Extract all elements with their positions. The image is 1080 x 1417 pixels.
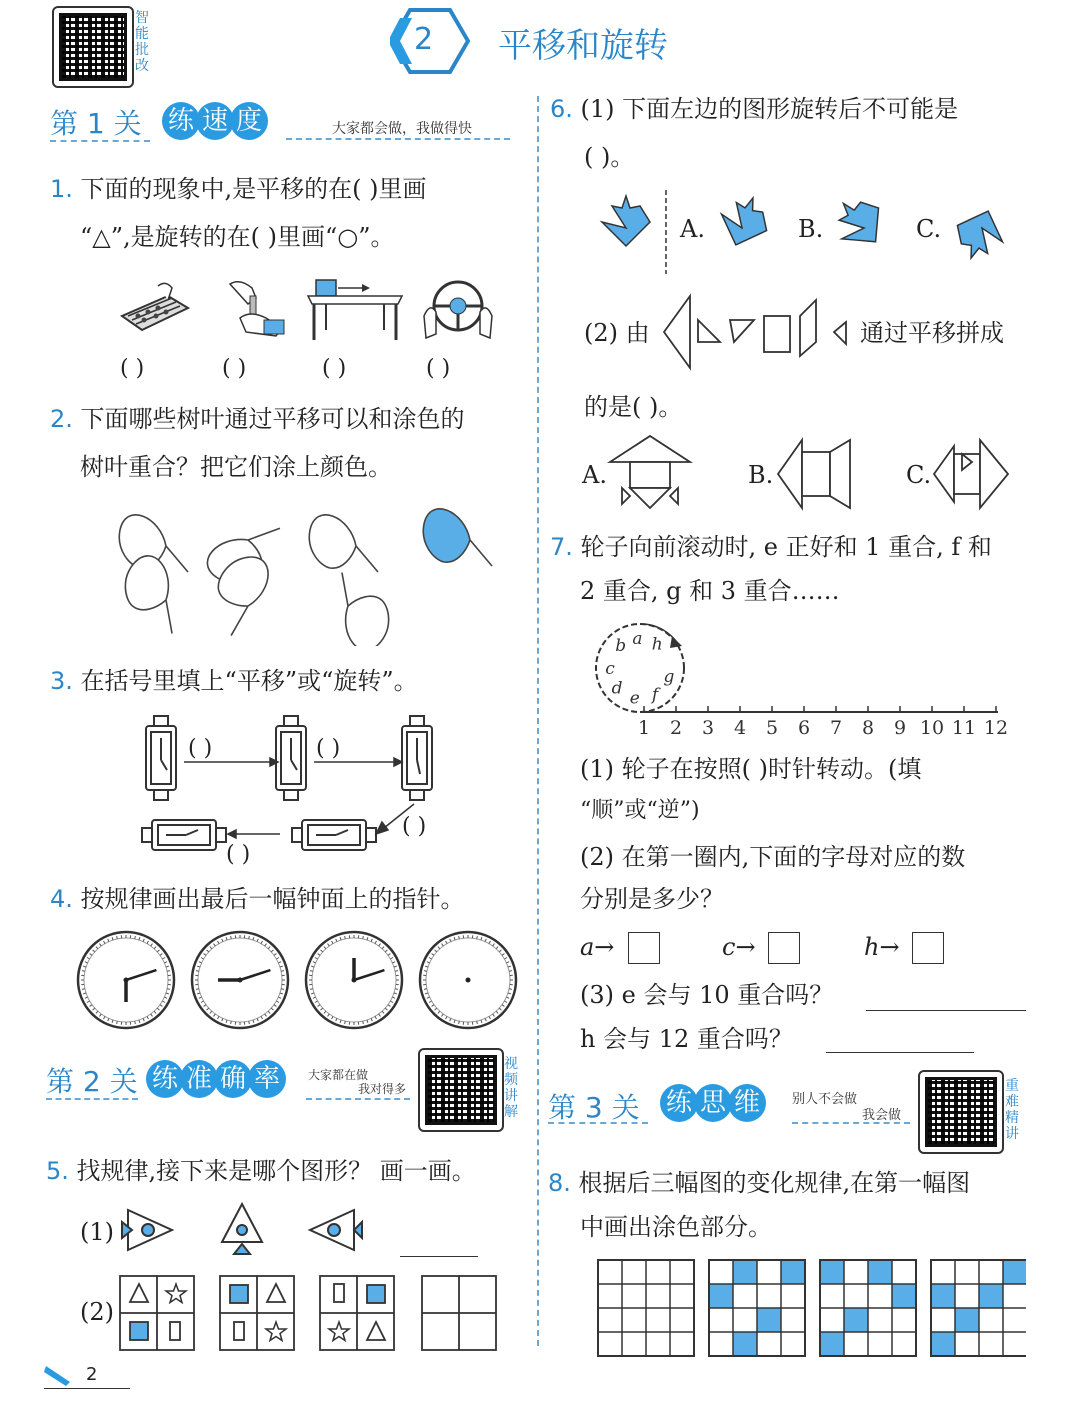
q1-answer-4[interactable]: ( ) xyxy=(426,356,451,381)
q1-text1: 下面的现象中,是平移的在( )里画 xyxy=(80,175,427,203)
leaf[interactable] xyxy=(313,572,401,646)
q2-number: 2. xyxy=(50,405,73,433)
qr-caption-level2: 视频讲解 xyxy=(504,1056,518,1120)
q6-line2[interactable]: ( )。 xyxy=(584,143,635,171)
q7-arrow-a: a→ xyxy=(580,933,615,961)
q6-pieces xyxy=(660,292,850,372)
bubble: 练 xyxy=(660,1084,698,1122)
ruler-number: 12 xyxy=(983,717,1009,739)
qr-caption-top: 智能批改 xyxy=(135,10,149,74)
bubble: 准 xyxy=(180,1060,218,1098)
q6-part2-suffix: 通过平移拼成 xyxy=(860,319,1004,347)
level3-motto-1: 别人不会做 xyxy=(792,1092,858,1107)
q5-sub2: (2) xyxy=(80,1298,114,1326)
leaf[interactable] xyxy=(113,550,201,634)
q3-answer-2[interactable]: ( ) xyxy=(316,736,341,761)
footer-line xyxy=(44,1388,130,1389)
q5-pattern-2 xyxy=(118,1274,502,1354)
bubble: 练 xyxy=(162,102,200,140)
q8-grids xyxy=(596,1258,1026,1358)
unit-title: 平移和旋转 xyxy=(498,26,668,66)
level1-motto: 大家都会做，我做得快 xyxy=(332,121,472,137)
q7-number: 7. xyxy=(550,533,573,561)
q8-line1 xyxy=(548,1160,970,1206)
qr-code-level3[interactable] xyxy=(918,1070,1004,1154)
grid-cell-shaded xyxy=(733,1332,757,1356)
ruler-number: 7 xyxy=(829,717,843,739)
grid-cell-shaded xyxy=(757,1308,781,1332)
q6-option2-a[interactable]: A. xyxy=(582,461,607,489)
q2-line1 xyxy=(50,396,465,442)
bubble: 练 xyxy=(146,1060,184,1098)
qr-caption-level3: 重难精讲 xyxy=(1005,1078,1019,1142)
q7-answer-box-c[interactable] xyxy=(768,932,800,964)
q5-text: 找规律,接下来是哪个图形？ 画一画。 xyxy=(76,1157,476,1185)
ruler-number: 4 xyxy=(733,717,747,739)
grid-cell-shaded xyxy=(844,1308,868,1332)
leaf[interactable] xyxy=(309,515,378,572)
q5-answer-line[interactable] xyxy=(400,1256,478,1257)
wheel-letter: f xyxy=(651,684,659,705)
grid-cell-shaded xyxy=(955,1308,979,1332)
q8-line2: 中画出涂色部分。 xyxy=(580,1213,772,1241)
level3-header xyxy=(548,1086,640,1126)
q6-option2-b[interactable]: B. xyxy=(748,461,774,489)
level3-motto-2: 我会做 xyxy=(862,1108,902,1123)
bubble: 度 xyxy=(230,102,268,140)
level3-underline xyxy=(548,1122,648,1124)
level1-underline xyxy=(50,140,150,142)
ruler-number: 8 xyxy=(861,717,875,739)
q8-text1: 根据后三幅图的变化规律,在第一幅图 xyxy=(578,1169,971,1197)
q7-sub1-line1[interactable]: (1) 轮子在按照( )时针转动。(填 xyxy=(580,755,922,783)
level1-bubbles xyxy=(162,102,264,140)
q7-answer-line-1[interactable] xyxy=(866,1010,1026,1011)
grid-cell-shaded xyxy=(709,1284,733,1308)
ruler-number: 5 xyxy=(765,717,779,739)
unit-number: 2 xyxy=(414,22,434,57)
grid-cell-shaded xyxy=(820,1260,844,1284)
level2-underline xyxy=(46,1098,138,1100)
qr-pattern xyxy=(925,1077,997,1147)
grid-cell-shaded xyxy=(979,1284,1003,1308)
q7-line2: 2 重合, g 和 3 重合…… xyxy=(580,577,840,605)
q3-number: 3. xyxy=(50,667,73,695)
q4-text: 按规律画出最后一幅钟面上的指针。 xyxy=(80,885,465,913)
q3-line xyxy=(50,658,418,704)
q3-answer-3[interactable]: ( ) xyxy=(402,814,427,839)
q6-part2-prefix: (2) 由 xyxy=(584,319,650,347)
qr-pattern xyxy=(59,13,127,81)
grid-cell-shaded xyxy=(868,1260,892,1284)
q7-arrow-h: h→ xyxy=(864,933,900,961)
q7-answer-line-2[interactable] xyxy=(826,1052,974,1053)
q6-composed-figures xyxy=(606,432,1026,516)
q2-text1: 下面哪些树叶通过平移可以和涂色的 xyxy=(80,405,465,433)
level2-bubbles xyxy=(146,1060,282,1098)
wheel-letter: a xyxy=(632,629,643,650)
ruler-number: 2 xyxy=(669,717,683,739)
grid-cell-shaded xyxy=(931,1284,955,1308)
steering-wheel-icon xyxy=(420,276,496,342)
table-slide-icon xyxy=(306,276,406,342)
q6-option2-c[interactable]: C. xyxy=(906,461,932,489)
q7-line1 xyxy=(550,524,992,570)
level3-label: 第 3 关 xyxy=(548,1091,640,1124)
q7-sub2-line1: (2) 在第一圈内,下面的字母对应的数 xyxy=(580,843,966,871)
q1-line2: “△”,是旋转的在( )里画“○”。 xyxy=(80,223,395,251)
qr-code-top[interactable] xyxy=(52,6,134,88)
q5-sub1: (1) xyxy=(80,1218,114,1246)
level1-label: 第 1 关 xyxy=(50,107,142,140)
grid-cell-shaded xyxy=(781,1260,805,1284)
q1-answer-1[interactable]: ( ) xyxy=(120,356,145,381)
q2-line2: 树叶重合？把它们涂上颜色。 xyxy=(80,453,392,481)
q5-line xyxy=(46,1148,476,1194)
q7-arrow-c: c→ xyxy=(722,933,756,961)
q7-answer-box-a[interactable] xyxy=(628,932,660,964)
q1-answer-3[interactable]: ( ) xyxy=(322,356,347,381)
bubble: 维 xyxy=(728,1084,766,1122)
bubble: 率 xyxy=(248,1060,286,1098)
grid-cell-shaded xyxy=(820,1332,844,1356)
ruler-number: 3 xyxy=(701,717,715,739)
q6-option-c[interactable]: C. xyxy=(916,215,942,243)
qr-pattern xyxy=(425,1055,497,1125)
page-number: 2 xyxy=(86,1364,98,1385)
q6-number: 6. xyxy=(550,95,573,123)
level2-motto-1: 大家都在做 xyxy=(308,1068,369,1082)
grid-cell-shaded xyxy=(1003,1260,1026,1284)
q1-answer-2[interactable]: ( ) xyxy=(222,356,247,381)
wheel-letter: d xyxy=(611,678,623,699)
ruler-number: 9 xyxy=(893,717,907,739)
q4-number: 4. xyxy=(50,885,73,913)
q7-text1: 轮子向前滚动时, e 正好和 1 重合, f 和 xyxy=(580,533,992,561)
q7-answer-box-h[interactable] xyxy=(912,932,944,964)
q4-clocks xyxy=(76,928,526,1032)
q7-sub2-line2: 分别是多少？ xyxy=(580,885,724,913)
bubble: 思 xyxy=(694,1084,732,1122)
grid-cell-shaded xyxy=(733,1260,757,1284)
bubble: 确 xyxy=(214,1060,252,1098)
q6-option-b[interactable]: B. xyxy=(798,215,824,243)
q7-sub3-line2: h 会与 12 重合吗？ xyxy=(580,1025,793,1053)
level2-motto-2: 我对得多 xyxy=(358,1082,407,1096)
level2-label: 第 2 关 xyxy=(46,1065,138,1098)
q3-text: 在括号里填上“平移”或“旋转”。 xyxy=(80,667,418,695)
grid-cell-shaded xyxy=(931,1332,955,1356)
q7-wheel-ruler xyxy=(592,618,1012,744)
ruler-number: 11 xyxy=(951,717,977,739)
q8-number: 8. xyxy=(548,1169,571,1197)
level3-motto-underline xyxy=(792,1122,910,1124)
wheel-letter: h xyxy=(651,634,663,655)
bubble: 速 xyxy=(196,102,234,140)
q5-pattern-1 xyxy=(118,1200,378,1260)
q4-line xyxy=(50,876,465,922)
q7-sub3-line1: (3) e 会与 10 重合吗？ xyxy=(580,981,834,1009)
ruler-number: 6 xyxy=(797,717,811,739)
q6-line1 xyxy=(550,86,958,132)
q1-line1 xyxy=(50,166,427,212)
q6-option-a[interactable]: A. xyxy=(680,215,705,243)
pencil-icon xyxy=(44,1364,74,1388)
q3-watches xyxy=(136,712,466,868)
level1-motto-underline xyxy=(286,138,510,140)
wheel-letter: c xyxy=(605,659,615,679)
q3-answer-4[interactable]: ( ) xyxy=(226,842,251,867)
wheel-letter: b xyxy=(615,636,627,657)
screw-icon xyxy=(222,278,288,338)
level2-motto-underline xyxy=(306,1098,410,1100)
grid-cell-shaded xyxy=(892,1284,916,1308)
level2-header xyxy=(46,1060,138,1100)
q5-number: 5. xyxy=(46,1157,69,1185)
ginkgo-leaves xyxy=(110,506,510,646)
leaf-shaded xyxy=(423,509,492,566)
q6-part2-line2[interactable]: 的是( )。 xyxy=(584,393,683,421)
column-divider xyxy=(537,96,539,1346)
wheel-letter: e xyxy=(629,688,640,709)
q7-sub1-line2: “顺”或“逆”) xyxy=(580,798,700,823)
level3-bubbles xyxy=(660,1084,762,1122)
qr-code-level2[interactable] xyxy=(418,1048,504,1132)
ruler-number: 10 xyxy=(919,717,945,739)
abacus-icon xyxy=(118,278,190,334)
wheel-letter: g xyxy=(663,666,675,687)
q6-text1: (1) 下面左边的图形旋转后不可能是 xyxy=(580,95,959,123)
ruler-number: 1 xyxy=(637,717,651,739)
q1-number: 1. xyxy=(50,175,73,203)
level1-header xyxy=(50,102,142,142)
q3-answer-1[interactable]: ( ) xyxy=(188,736,213,761)
